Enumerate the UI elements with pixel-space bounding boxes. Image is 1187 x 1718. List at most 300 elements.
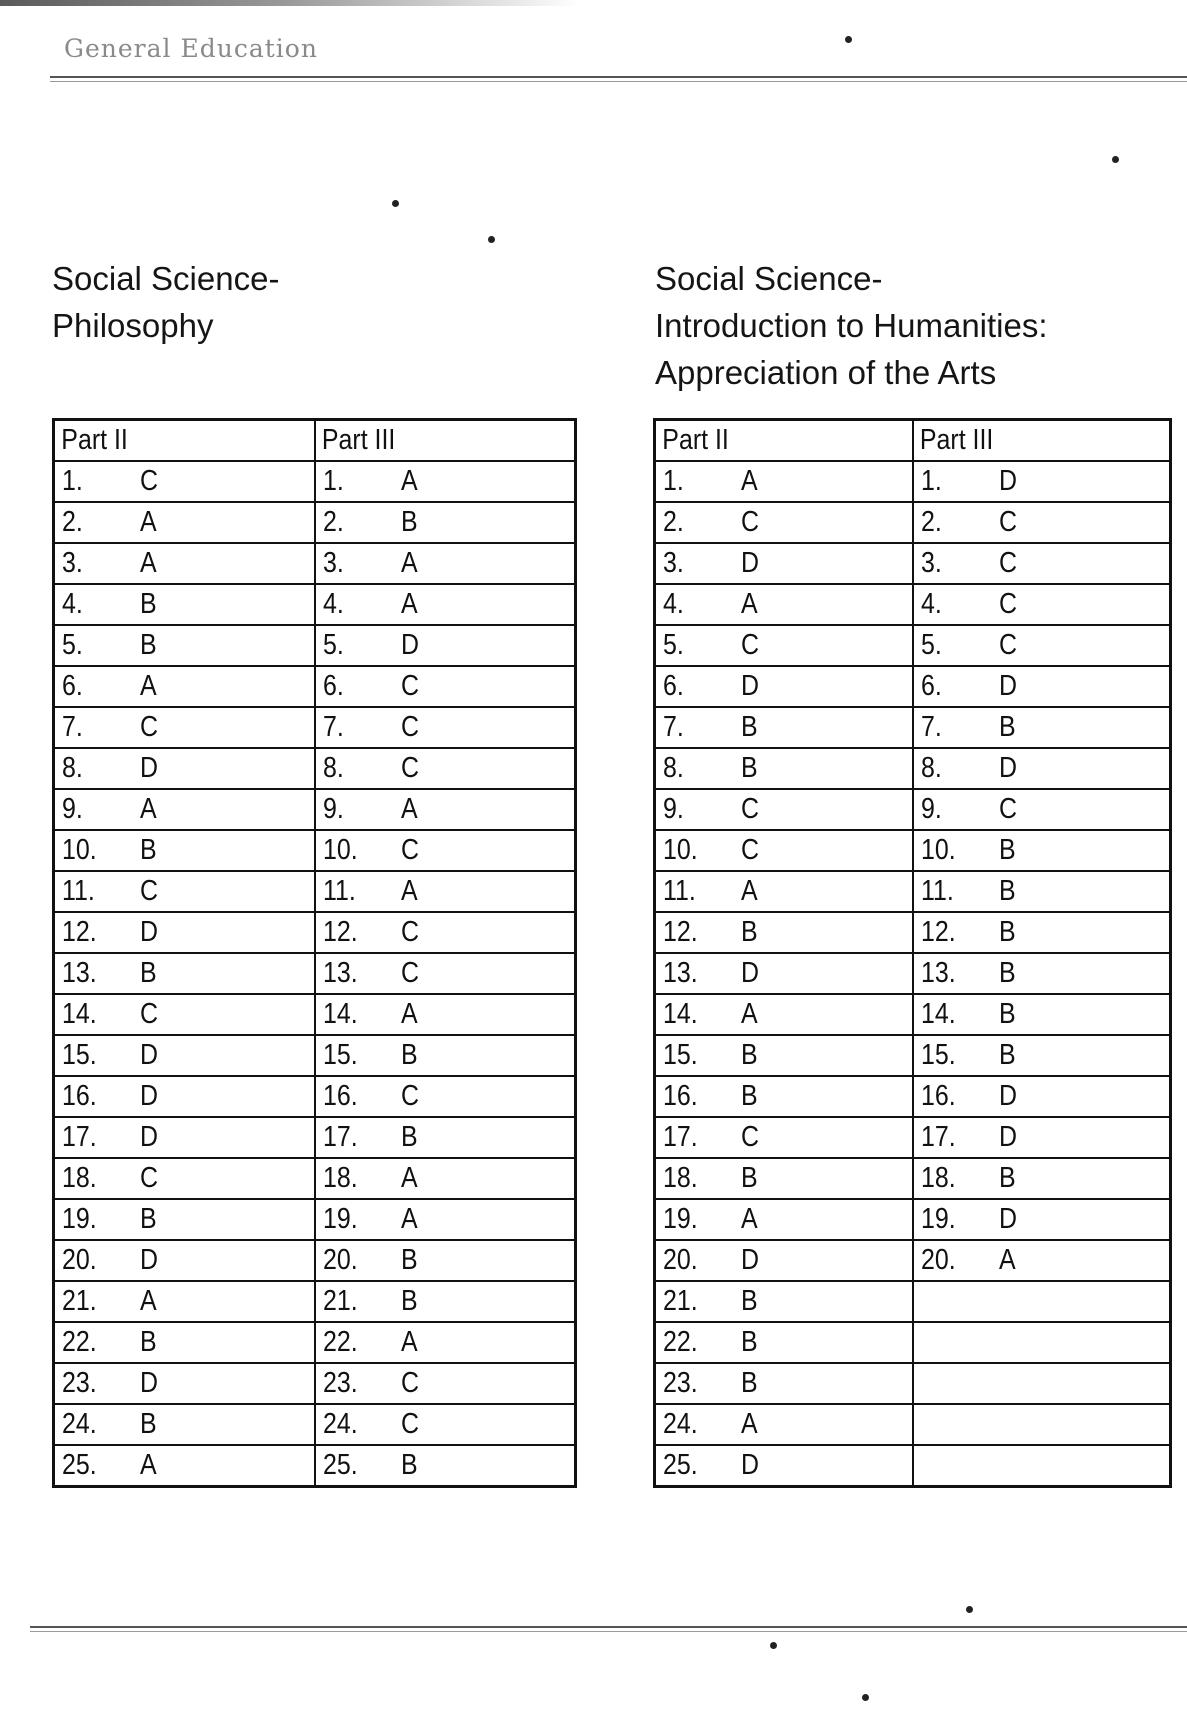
part-ii-cell bbox=[54, 666, 315, 707]
part-ii-cell bbox=[655, 1363, 913, 1404]
answer-letter: B bbox=[400, 1449, 418, 1481]
item-number: 15. bbox=[62, 1039, 97, 1071]
table-row bbox=[655, 1404, 1171, 1445]
answer-letter: B bbox=[741, 711, 758, 743]
answer-letter: C bbox=[400, 1408, 419, 1440]
scan-speck bbox=[1112, 156, 1119, 163]
item-number: 1. bbox=[322, 465, 344, 497]
answer-letter: A bbox=[741, 875, 758, 907]
table-row bbox=[655, 584, 1171, 625]
answer-letter: B bbox=[741, 916, 758, 948]
item-number: 15. bbox=[322, 1039, 358, 1071]
part-ii-cell bbox=[54, 994, 315, 1035]
table-row bbox=[655, 666, 1171, 707]
table-row bbox=[54, 584, 576, 625]
answer-letter: B bbox=[741, 1326, 758, 1358]
answer-letter: C bbox=[741, 793, 760, 825]
part-iii-cell bbox=[315, 1199, 576, 1240]
answer-letter: C bbox=[998, 547, 1017, 579]
item-number: 18. bbox=[663, 1162, 698, 1194]
item-number: 17. bbox=[920, 1121, 956, 1153]
item-number: 6. bbox=[920, 670, 942, 702]
item-number: 1. bbox=[62, 465, 83, 497]
item-number: 8. bbox=[322, 752, 344, 784]
answer-letter: A bbox=[140, 506, 157, 538]
header-row bbox=[54, 420, 576, 462]
item-number: 19. bbox=[920, 1203, 956, 1235]
part-ii-cell bbox=[54, 1322, 315, 1363]
answer-letter: C bbox=[400, 916, 419, 948]
part-ii-cell bbox=[655, 502, 913, 543]
answer-letter: A bbox=[400, 1203, 418, 1235]
part-ii-cell bbox=[54, 1117, 315, 1158]
item-number: 4. bbox=[322, 588, 344, 620]
table-row bbox=[54, 1240, 576, 1281]
answer-letter: C bbox=[140, 711, 159, 743]
answer-letter: B bbox=[998, 711, 1016, 743]
part-ii-cell bbox=[54, 912, 315, 953]
item-number: 5. bbox=[322, 629, 344, 661]
answer-letter: A bbox=[400, 1326, 418, 1358]
part-ii-cell bbox=[54, 707, 315, 748]
answer-letter: B bbox=[741, 1285, 758, 1317]
part-iii-cell bbox=[913, 994, 1171, 1035]
answer-letter: B bbox=[140, 957, 157, 989]
part-iii-cell bbox=[315, 1445, 576, 1487]
item-number: 20. bbox=[322, 1244, 358, 1276]
part-ii-cell bbox=[54, 1158, 315, 1199]
item-number: 2. bbox=[62, 506, 83, 538]
table-row bbox=[54, 543, 576, 584]
item-number: 23. bbox=[663, 1367, 698, 1399]
item-number: 8. bbox=[663, 752, 684, 784]
part-iii-cell bbox=[315, 1158, 576, 1199]
item-number: 5. bbox=[920, 629, 942, 661]
answer-letter: B bbox=[400, 1244, 418, 1276]
item-number: 6. bbox=[62, 670, 83, 702]
table-row bbox=[54, 1035, 576, 1076]
part-iii-cell bbox=[913, 1117, 1171, 1158]
part-iii-cell bbox=[315, 461, 576, 502]
item-number: 4. bbox=[663, 588, 684, 620]
table-row bbox=[655, 1363, 1171, 1404]
part-ii-cell bbox=[54, 789, 315, 830]
answer-letter: B bbox=[741, 1080, 758, 1112]
table-row bbox=[655, 461, 1171, 502]
answer-letter: B bbox=[998, 1162, 1016, 1194]
part-ii-cell bbox=[655, 1281, 913, 1322]
answer-letter: A bbox=[400, 875, 418, 907]
section-title-humanities bbox=[655, 255, 1048, 396]
answer-letter: D bbox=[741, 1244, 760, 1276]
part-ii-cell bbox=[655, 1445, 913, 1487]
scan-speck bbox=[966, 1606, 973, 1613]
table-row bbox=[54, 461, 576, 502]
answer-letter: A bbox=[400, 547, 418, 579]
part-ii-cell bbox=[54, 502, 315, 543]
part-iii-cell bbox=[913, 1158, 1171, 1199]
part-iii-cell bbox=[315, 1404, 576, 1445]
item-number: 17. bbox=[62, 1121, 97, 1153]
part-ii-cell bbox=[655, 1117, 913, 1158]
item-number: 13. bbox=[62, 957, 97, 989]
answer-letter: D bbox=[140, 916, 159, 948]
item-number: 22. bbox=[62, 1326, 97, 1358]
answer-letter: C bbox=[400, 1080, 419, 1112]
part-iii-cell bbox=[913, 953, 1171, 994]
answer-letter: D bbox=[140, 1039, 159, 1071]
table-row bbox=[655, 1076, 1171, 1117]
table-row bbox=[54, 625, 576, 666]
part-ii-cell bbox=[655, 666, 913, 707]
answer-letter: C bbox=[998, 506, 1017, 538]
item-number: 25. bbox=[322, 1449, 358, 1481]
part-iii-cell bbox=[913, 1240, 1171, 1281]
item-number: 22. bbox=[663, 1326, 698, 1358]
answer-letter: D bbox=[140, 752, 159, 784]
table-row bbox=[54, 1117, 576, 1158]
item-number: 7. bbox=[920, 711, 942, 743]
part-iii-cell bbox=[315, 830, 576, 871]
part-iii-cell bbox=[913, 502, 1171, 543]
answer-letter: B bbox=[998, 834, 1016, 866]
item-number: 18. bbox=[322, 1162, 358, 1194]
answer-letter: D bbox=[998, 670, 1017, 702]
answer-letter: D bbox=[998, 1121, 1017, 1153]
part-ii-cell bbox=[655, 1158, 913, 1199]
table-row bbox=[54, 953, 576, 994]
table-row bbox=[54, 666, 576, 707]
item-number: 19. bbox=[663, 1203, 698, 1235]
item-number: 24. bbox=[322, 1408, 358, 1440]
table-row bbox=[655, 994, 1171, 1035]
item-number: 5. bbox=[62, 629, 83, 661]
item-number: 18. bbox=[62, 1162, 97, 1194]
item-number: 1. bbox=[920, 465, 942, 497]
title-line: Social Science- bbox=[655, 260, 883, 297]
part-ii-cell bbox=[655, 953, 913, 994]
scan-speck bbox=[862, 1694, 869, 1701]
answer-letter: A bbox=[998, 1244, 1016, 1276]
answer-letter: D bbox=[998, 465, 1017, 497]
answer-letter: C bbox=[998, 588, 1017, 620]
part-iii-cell bbox=[913, 748, 1171, 789]
answer-key-table-humanities bbox=[653, 418, 1172, 1488]
item-number: 17. bbox=[663, 1121, 698, 1153]
part-ii-cell bbox=[655, 625, 913, 666]
answer-letter: C bbox=[140, 998, 159, 1030]
item-number: 5. bbox=[663, 629, 684, 661]
title-line: Introduction to Humanities: bbox=[655, 307, 1048, 344]
header-rule bbox=[50, 76, 1187, 78]
answer-letter: B bbox=[741, 1162, 758, 1194]
part-iii-cell bbox=[913, 666, 1171, 707]
part-iii-cell bbox=[315, 1281, 576, 1322]
item-number: 15. bbox=[920, 1039, 956, 1071]
title-line: Appreciation of the Arts bbox=[655, 354, 997, 391]
item-number: 8. bbox=[62, 752, 83, 784]
item-number: 13. bbox=[322, 957, 358, 989]
table-row bbox=[655, 953, 1171, 994]
answer-letter: A bbox=[400, 793, 418, 825]
table-row bbox=[655, 871, 1171, 912]
part-iii-cell bbox=[315, 994, 576, 1035]
part-ii-cell bbox=[655, 1240, 913, 1281]
part-iii-cell bbox=[315, 502, 576, 543]
answer-letter: B bbox=[998, 875, 1016, 907]
title-line: Social Science- bbox=[52, 260, 280, 297]
scan-speck bbox=[845, 36, 852, 43]
part-iii-cell bbox=[315, 953, 576, 994]
table-row bbox=[655, 1158, 1171, 1199]
answer-letter: D bbox=[998, 752, 1017, 784]
item-number: 12. bbox=[920, 916, 956, 948]
part-iii-cell bbox=[315, 748, 576, 789]
answer-letter: C bbox=[400, 752, 419, 784]
item-number: 15. bbox=[663, 1039, 698, 1071]
item-number: 17. bbox=[322, 1121, 358, 1153]
table-row bbox=[54, 830, 576, 871]
table-row bbox=[54, 502, 576, 543]
section-title-philosophy bbox=[52, 255, 279, 349]
column-header-part-ii: Part II bbox=[655, 420, 877, 462]
table-row bbox=[655, 625, 1171, 666]
part-ii-cell bbox=[54, 1035, 315, 1076]
table-row bbox=[655, 1281, 1171, 1322]
answer-letter: C bbox=[140, 875, 159, 907]
answer-letter: A bbox=[741, 998, 758, 1030]
part-ii-cell bbox=[54, 1076, 315, 1117]
item-number: 19. bbox=[322, 1203, 358, 1235]
part-iii-cell bbox=[315, 912, 576, 953]
part-iii-cell bbox=[913, 871, 1171, 912]
answer-letter: B bbox=[998, 957, 1016, 989]
answer-letter: B bbox=[400, 1285, 418, 1317]
table-row bbox=[54, 871, 576, 912]
item-number: 25. bbox=[663, 1449, 698, 1481]
item-number: 4. bbox=[920, 588, 942, 620]
part-ii-cell bbox=[54, 461, 315, 502]
table-row bbox=[54, 1445, 576, 1487]
header-row bbox=[655, 420, 1171, 462]
part-iii-cell bbox=[913, 1281, 1171, 1322]
part-ii-cell bbox=[655, 707, 913, 748]
item-number: 3. bbox=[920, 547, 942, 579]
item-number: 2. bbox=[920, 506, 942, 538]
part-ii-cell bbox=[54, 1281, 315, 1322]
scan-smudge bbox=[0, 0, 580, 6]
item-number: 7. bbox=[663, 711, 684, 743]
item-number: 9. bbox=[663, 793, 684, 825]
part-ii-cell bbox=[54, 1240, 315, 1281]
item-number: 21. bbox=[663, 1285, 698, 1317]
answer-letter: D bbox=[998, 1080, 1017, 1112]
table-row bbox=[655, 1117, 1171, 1158]
item-number: 20. bbox=[920, 1244, 956, 1276]
item-number: 22. bbox=[322, 1326, 358, 1358]
item-number: 9. bbox=[920, 793, 942, 825]
part-ii-cell bbox=[655, 871, 913, 912]
answer-letter: A bbox=[140, 1449, 157, 1481]
item-number: 21. bbox=[322, 1285, 358, 1317]
part-ii-cell bbox=[54, 953, 315, 994]
answer-letter: D bbox=[140, 1080, 159, 1112]
answer-letter: D bbox=[741, 1449, 760, 1481]
item-number: 23. bbox=[322, 1367, 358, 1399]
item-number: 10. bbox=[663, 834, 698, 866]
answer-letter: B bbox=[998, 916, 1016, 948]
item-number: 16. bbox=[62, 1080, 97, 1112]
item-number: 12. bbox=[322, 916, 358, 948]
answer-letter: A bbox=[400, 588, 418, 620]
part-iii-cell bbox=[315, 666, 576, 707]
table-row bbox=[54, 912, 576, 953]
part-iii-cell bbox=[315, 707, 576, 748]
item-number: 2. bbox=[322, 506, 344, 538]
part-iii-cell bbox=[315, 1117, 576, 1158]
answer-letter: C bbox=[400, 670, 419, 702]
part-ii-cell bbox=[655, 830, 913, 871]
part-iii-cell bbox=[913, 625, 1171, 666]
item-number: 4. bbox=[62, 588, 83, 620]
answer-letter: C bbox=[140, 1162, 159, 1194]
item-number: 6. bbox=[663, 670, 684, 702]
column-header-part-iii: Part III bbox=[913, 420, 1135, 462]
part-iii-cell bbox=[315, 871, 576, 912]
item-number: 14. bbox=[663, 998, 698, 1030]
item-number: 11. bbox=[62, 875, 95, 907]
answer-letter: C bbox=[140, 465, 159, 497]
answer-letter: A bbox=[741, 588, 758, 620]
part-ii-cell bbox=[54, 1445, 315, 1487]
answer-letter: B bbox=[998, 1039, 1016, 1071]
item-number: 16. bbox=[663, 1080, 698, 1112]
part-iii-cell bbox=[913, 1445, 1171, 1487]
answer-letter: B bbox=[400, 506, 418, 538]
part-iii-cell bbox=[315, 1322, 576, 1363]
answer-letter: A bbox=[400, 1162, 418, 1194]
answer-letter: A bbox=[400, 998, 418, 1030]
table-row bbox=[655, 502, 1171, 543]
part-iii-cell bbox=[913, 1035, 1171, 1076]
answer-letter: D bbox=[140, 1121, 159, 1153]
part-ii-cell bbox=[655, 1076, 913, 1117]
table-row bbox=[655, 748, 1171, 789]
answer-letter: B bbox=[140, 629, 157, 661]
column-header-part-ii: Part II bbox=[54, 420, 278, 462]
answer-letter: B bbox=[140, 588, 157, 620]
item-number: 10. bbox=[920, 834, 956, 866]
item-number: 11. bbox=[663, 875, 696, 907]
table-row bbox=[54, 789, 576, 830]
item-number: 10. bbox=[62, 834, 97, 866]
table-row bbox=[655, 830, 1171, 871]
answer-letter: A bbox=[741, 465, 758, 497]
table-row bbox=[54, 1199, 576, 1240]
part-ii-cell bbox=[655, 789, 913, 830]
table-row bbox=[54, 748, 576, 789]
answer-letter: D bbox=[741, 547, 760, 579]
part-iii-cell bbox=[315, 1240, 576, 1281]
part-iii-cell bbox=[913, 461, 1171, 502]
answer-letter: B bbox=[400, 1039, 418, 1071]
part-iii-cell bbox=[913, 1076, 1171, 1117]
part-ii-cell bbox=[54, 625, 315, 666]
item-number: 12. bbox=[62, 916, 97, 948]
answer-letter: C bbox=[400, 711, 419, 743]
part-iii-cell bbox=[913, 1404, 1171, 1445]
part-iii-cell bbox=[315, 1363, 576, 1404]
table-row bbox=[655, 1240, 1171, 1281]
table-row bbox=[54, 707, 576, 748]
item-number: 9. bbox=[322, 793, 344, 825]
scan-speck bbox=[488, 236, 495, 243]
answer-letter: B bbox=[140, 834, 157, 866]
part-iii-cell bbox=[315, 543, 576, 584]
item-number: 24. bbox=[62, 1408, 97, 1440]
answer-letter: B bbox=[140, 1408, 157, 1440]
part-iii-cell bbox=[315, 1076, 576, 1117]
part-iii-cell bbox=[913, 707, 1171, 748]
item-number: 14. bbox=[920, 998, 956, 1030]
table-row bbox=[655, 1035, 1171, 1076]
answer-key-table-philosophy bbox=[52, 418, 577, 1488]
title-line: Philosophy bbox=[52, 307, 214, 344]
answer-letter: B bbox=[400, 1121, 418, 1153]
answer-letter: A bbox=[140, 670, 157, 702]
table-row bbox=[54, 1363, 576, 1404]
answer-letter: B bbox=[998, 998, 1016, 1030]
answer-letter: A bbox=[741, 1408, 758, 1440]
answer-letter: D bbox=[741, 670, 760, 702]
answer-letter: B bbox=[741, 752, 758, 784]
answer-letter: D bbox=[140, 1367, 159, 1399]
part-ii-cell bbox=[54, 871, 315, 912]
table-row bbox=[655, 1199, 1171, 1240]
item-number: 3. bbox=[322, 547, 344, 579]
item-number: 1. bbox=[663, 465, 684, 497]
answer-letter: A bbox=[741, 1203, 758, 1235]
part-iii-cell bbox=[913, 1199, 1171, 1240]
answer-letter: C bbox=[998, 793, 1017, 825]
answer-letter: C bbox=[998, 629, 1017, 661]
part-ii-cell bbox=[54, 543, 315, 584]
part-ii-cell bbox=[54, 1199, 315, 1240]
item-number: 20. bbox=[62, 1244, 97, 1276]
part-iii-cell bbox=[913, 543, 1171, 584]
answer-letter: A bbox=[400, 465, 418, 497]
part-ii-cell bbox=[54, 748, 315, 789]
item-number: 16. bbox=[920, 1080, 956, 1112]
part-ii-cell bbox=[655, 994, 913, 1035]
item-number: 13. bbox=[920, 957, 956, 989]
part-ii-cell bbox=[655, 543, 913, 584]
item-number: 16. bbox=[322, 1080, 358, 1112]
part-iii-cell bbox=[315, 789, 576, 830]
item-number: 11. bbox=[920, 875, 954, 907]
table-row bbox=[54, 1281, 576, 1322]
part-ii-cell bbox=[655, 1404, 913, 1445]
item-number: 14. bbox=[322, 998, 358, 1030]
table-row bbox=[655, 1322, 1171, 1363]
part-ii-cell bbox=[54, 830, 315, 871]
part-ii-cell bbox=[655, 461, 913, 502]
item-number: 7. bbox=[322, 711, 344, 743]
item-number: 18. bbox=[920, 1162, 956, 1194]
answer-letter: C bbox=[400, 957, 419, 989]
item-number: 13. bbox=[663, 957, 698, 989]
item-number: 9. bbox=[62, 793, 83, 825]
